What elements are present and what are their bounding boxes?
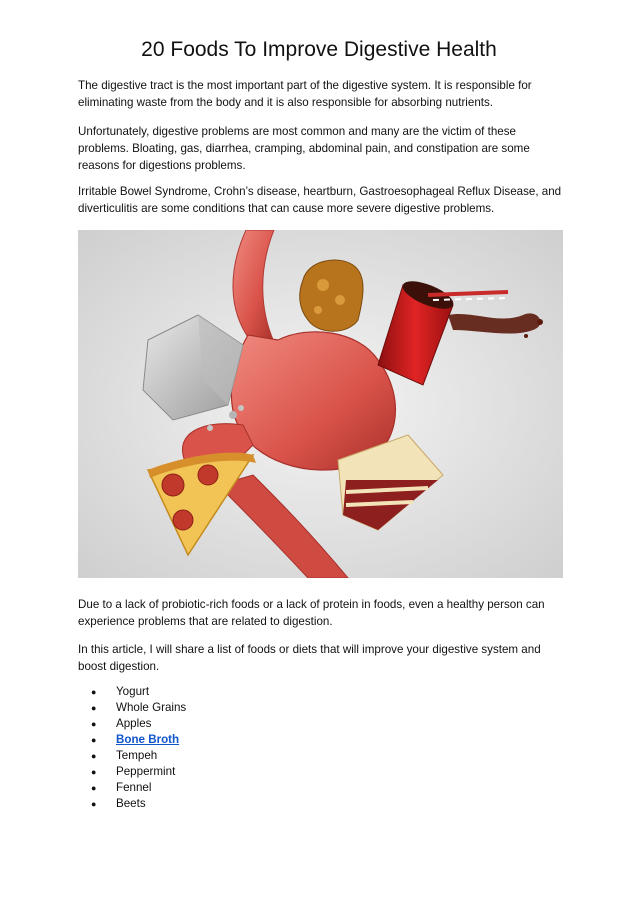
list-item[interactable] <box>78 732 186 748</box>
list-item <box>78 684 186 700</box>
conditions-paragraph: Irritable Bowel Syndrome, Crohn’s disease, heartburn, Gastroesophageal Reflux Disease, and diverticulitis are some conditions that can cause more severe digestive problems. <box>78 185 562 215</box>
digestive-illustration <box>78 230 563 578</box>
bullet-icon: ● <box>91 703 97 713</box>
list-item <box>78 748 186 764</box>
list-item <box>78 796 186 812</box>
bullet-icon: ● <box>91 687 97 697</box>
bullet-icon: ● <box>91 735 97 745</box>
list-item <box>78 700 186 716</box>
food-label: Yogurt <box>116 685 150 698</box>
bullet-icon: ● <box>91 783 97 793</box>
food-label: Whole Grains <box>116 701 187 714</box>
food-list <box>78 684 186 812</box>
page-title: 20 Foods To Improve Digestive Health <box>141 38 497 61</box>
food-label: Peppermint <box>116 765 176 778</box>
bullet-icon: ● <box>91 799 97 809</box>
food-label: Apples <box>116 717 152 730</box>
food-label: Fennel <box>116 781 152 794</box>
stomach-junk-food-image <box>78 230 563 578</box>
bullet-icon: ● <box>91 719 97 729</box>
problems-paragraph: Unfortunately, digestive problems are most common and many are the victim of these problems. Bloating, gas, diarrhea, cramping, abdominal pain, and constipation are some reasons for digestions problems. <box>78 125 530 172</box>
lack-probiotic-paragraph: Due to a lack of probiotic-rich foods or a lack of protein in foods, even a healthy person can experience problems that are related to digestion. <box>78 598 545 628</box>
list-item <box>78 780 186 796</box>
list-item <box>78 716 186 732</box>
food-link[interactable]: Bone Broth <box>116 733 180 746</box>
intro-paragraph: The digestive tract is the most important part of the digestive system. It is responsible for eliminating waste from the body and it is also responsible for absorbing nutrients. <box>78 79 532 109</box>
food-label: Beets <box>116 797 146 810</box>
bullet-icon: ● <box>91 751 97 761</box>
food-label: Tempeh <box>116 749 158 762</box>
article-intro-paragraph: In this article, I will share a list of foods or diets that will improve your digestive system and boost digestion. <box>78 643 541 673</box>
list-item <box>78 764 186 780</box>
bullet-icon: ● <box>91 767 97 777</box>
